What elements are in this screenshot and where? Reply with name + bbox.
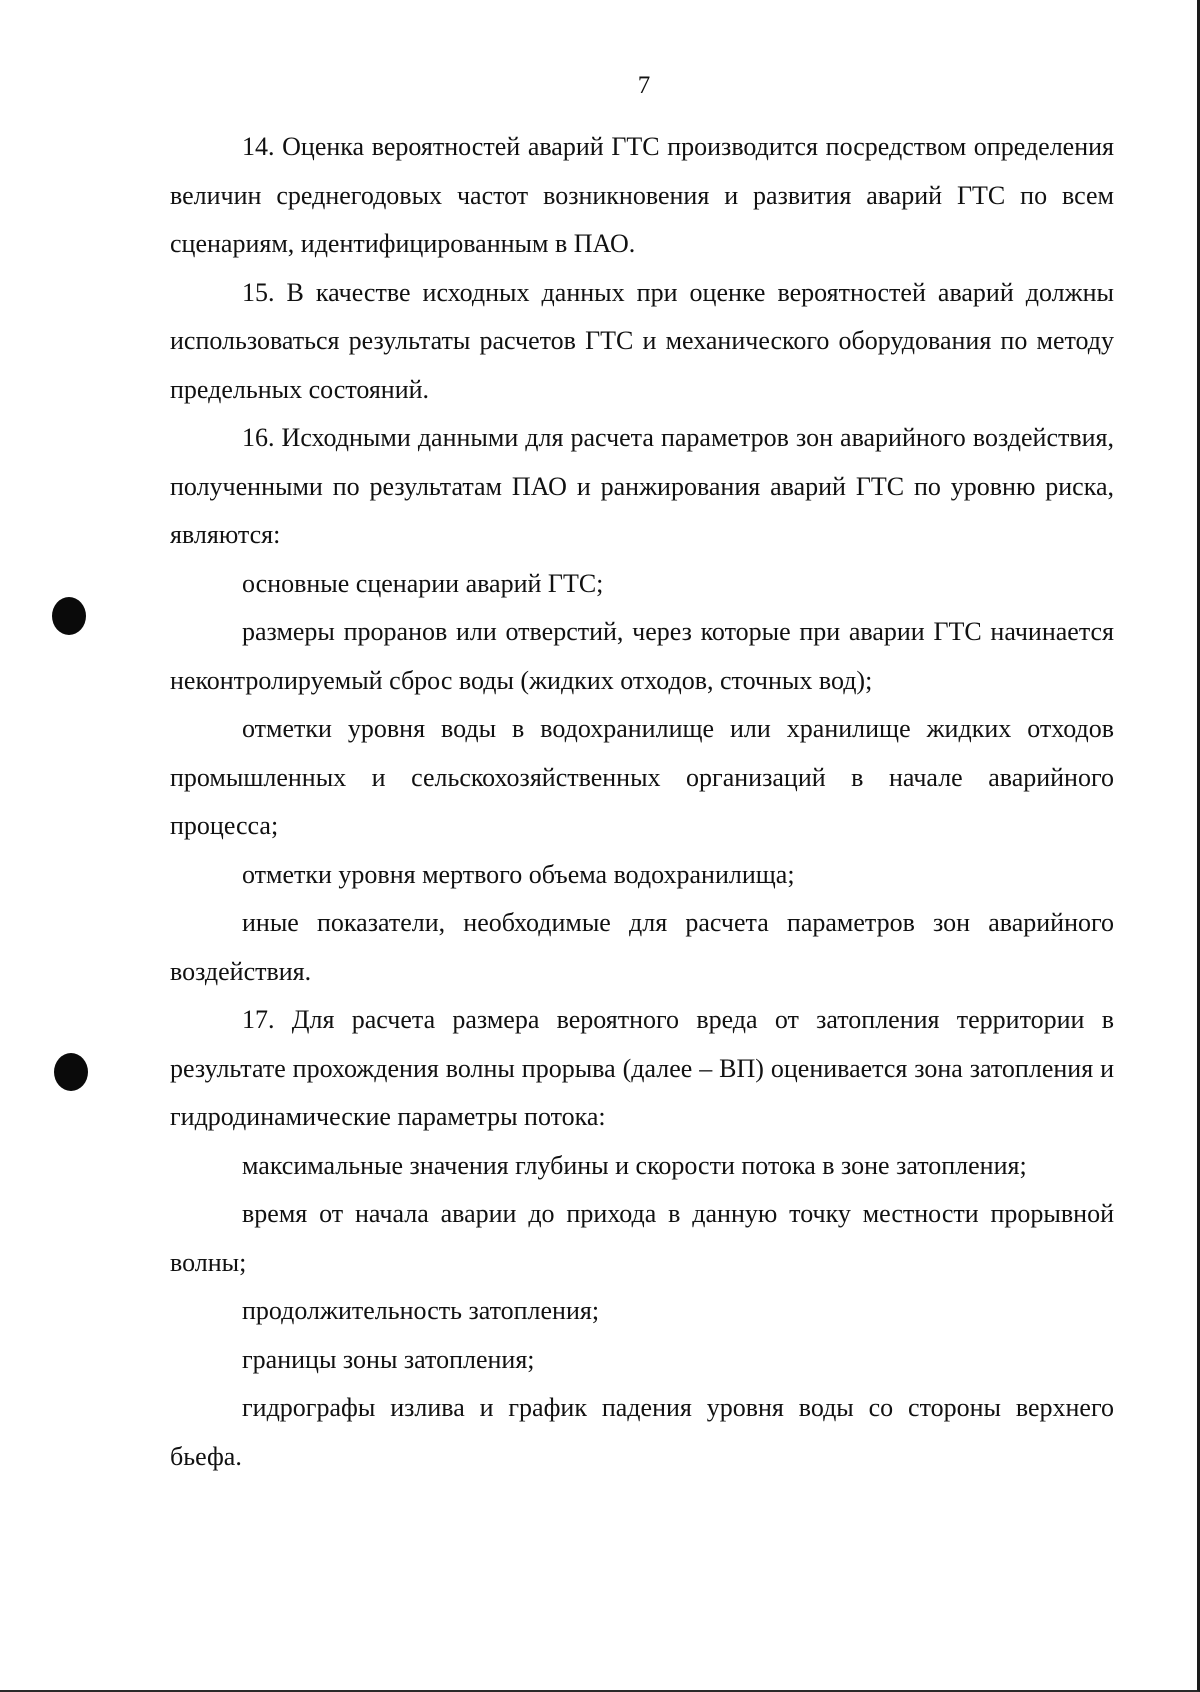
- list-item-breach-sizes: размеры проранов или отверстий, через которые при аварии ГТС начинается неконтролируемый сброс воды (жидких отходов, сточных вод);: [170, 617, 1114, 695]
- page-number: 7: [637, 72, 651, 99]
- paragraph-16: 16. Исходными данными для расчета параметров зон аварийного воздействия, полученными по результатам ПАО и ранжирования аварий ГТС по уровню риска, являются:: [170, 423, 1114, 549]
- list-item-arrival-time: время от начала аварии до прихода в данную точку местности прорывной волны;: [170, 1199, 1114, 1277]
- list-item-flood-duration: продолжительность затопления;: [242, 1296, 600, 1325]
- paragraph-15: 15. В качестве исходных данных при оценке вероятностей аварий должны использоваться результаты расчетов ГТС и механического оборудования по методу предельных состояний.: [170, 277, 1114, 404]
- paragraph-17: 17. Для расчета размера вероятного вреда от затопления территории в результате прохождения волны прорыва (далее – ВП) оценивается зона затопления и гидродинамические параметры потока:: [170, 1005, 1114, 1131]
- list-item-scenarios: основные сценарии аварий ГТС;: [242, 568, 604, 598]
- list-item-other-indicators: иные показатели, необходимые для расчета параметров зон аварийного воздействия.: [170, 908, 1114, 986]
- list-item-max-depth-velocity: максимальные значения глубины и скорости потока в зоне затопления;: [242, 1150, 1027, 1180]
- list-item-hydrographs: гидрографы излива и график падения уровня воды со стороны верхнего бьефа.: [170, 1393, 1114, 1471]
- document-body: [170, 123, 1114, 1481]
- punch-hole-mark: [54, 1053, 88, 1091]
- punch-hole-mark: [52, 597, 86, 635]
- list-item-water-level: отметки уровня воды в водохранилище или хранилище жидких отходов промышленных и сельскохозяйственных организаций в начале аварийного процесса;: [170, 714, 1114, 840]
- list-item-dead-volume: отметки уровня мертвого объема водохранилища;: [242, 859, 795, 889]
- list-item-flood-boundaries: границы зоны затопления;: [242, 1344, 535, 1374]
- paragraph-14: 14. Оценка вероятностей аварий ГТС производится посредством определения величин среднегодовых частот возникновения и развития аварий ГТС по всем сценариям, идентифицированным в ПАО.: [170, 132, 1114, 258]
